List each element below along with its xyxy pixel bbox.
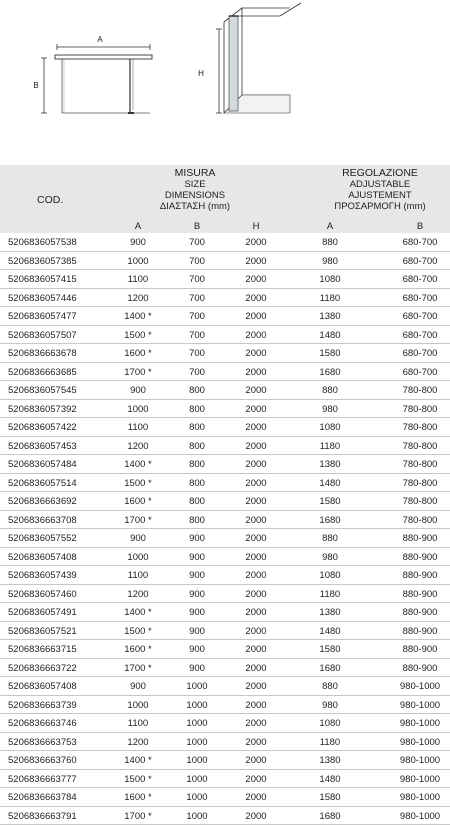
cell-code: 5206836057439 [8, 570, 77, 581]
cell-adjust-a: 1680 [310, 811, 350, 822]
cell-adjust-b: 880-900 [395, 644, 445, 655]
cell-adjust-a: 1380 [310, 607, 350, 618]
cell-size-a: 1600 * [118, 644, 158, 655]
cell-size-h: 2000 [236, 459, 276, 470]
cell-adjust-b: 780-800 [395, 496, 445, 507]
cell-size-h: 2000 [236, 293, 276, 304]
cell-adjust-b: 980-1000 [395, 811, 445, 822]
table-row [0, 289, 450, 308]
cell-size-a: 1200 [118, 737, 158, 748]
table-row [0, 400, 450, 419]
cell-adjust-b: 880-900 [395, 570, 445, 581]
header-misura-size: SIZE [140, 179, 250, 190]
cell-adjust-a: 1080 [310, 274, 350, 285]
cell-size-b: 800 [177, 385, 217, 396]
cell-adjust-a: 1380 [310, 459, 350, 470]
cell-size-h: 2000 [236, 515, 276, 526]
cell-adjust-a: 1080 [310, 422, 350, 433]
cell-adjust-a: 1580 [310, 792, 350, 803]
cell-code: 5206836057521 [8, 626, 77, 637]
header-regolazione-group [310, 168, 450, 212]
header-regolazione-ajustement: AJUSTEMENT [310, 190, 450, 201]
cell-adjust-b: 980-1000 [395, 718, 445, 729]
cell-adjust-b: 880-900 [395, 663, 445, 674]
cell-size-h: 2000 [236, 700, 276, 711]
table-row [0, 696, 450, 715]
cell-size-h: 2000 [236, 237, 276, 248]
table-row [0, 640, 450, 659]
product-drawings [0, 0, 450, 165]
cell-code: 5206836057460 [8, 589, 77, 600]
cell-adjust-b: 680-700 [395, 367, 445, 378]
cell-adjust-b: 780-800 [395, 441, 445, 452]
cell-size-b: 800 [177, 459, 217, 470]
table-row [0, 714, 450, 733]
cell-adjust-a: 1480 [310, 774, 350, 785]
cell-adjust-b: 680-700 [395, 330, 445, 341]
subheader-size-h: H [236, 221, 276, 232]
cell-size-a: 900 [118, 237, 158, 248]
cell-size-b: 900 [177, 607, 217, 618]
cell-size-a: 1700 * [118, 811, 158, 822]
cell-size-a: 1600 * [118, 348, 158, 359]
cell-size-h: 2000 [236, 792, 276, 803]
cell-size-a: 1100 [118, 274, 158, 285]
cell-code: 5206836663678 [8, 348, 77, 359]
cell-size-b: 900 [177, 570, 217, 581]
cell-size-a: 900 [118, 681, 158, 692]
cell-code: 5206836057491 [8, 607, 77, 618]
table-row [0, 770, 450, 789]
cell-code: 5206836663708 [8, 515, 77, 526]
cell-code: 5206836057484 [8, 459, 77, 470]
cell-size-a: 1700 * [118, 367, 158, 378]
cell-size-h: 2000 [236, 755, 276, 766]
table-row [0, 252, 450, 271]
table-row [0, 585, 450, 604]
cell-size-b: 1000 [177, 774, 217, 785]
cell-size-b: 1000 [177, 755, 217, 766]
table-row [0, 437, 450, 456]
cell-adjust-a: 1180 [310, 441, 350, 452]
cell-adjust-b: 680-700 [395, 237, 445, 248]
cell-size-h: 2000 [236, 367, 276, 378]
cell-size-a: 1000 [118, 256, 158, 267]
header-regolazione-title: REGOLAZIONE [310, 168, 450, 179]
table-row [0, 233, 450, 252]
cell-code: 5206836663739 [8, 700, 77, 711]
cell-code: 5206836057415 [8, 274, 77, 285]
cell-size-b: 700 [177, 237, 217, 248]
cell-size-b: 700 [177, 367, 217, 378]
cell-size-b: 800 [177, 515, 217, 526]
cell-size-b: 900 [177, 533, 217, 544]
cell-adjust-b: 880-900 [395, 589, 445, 600]
cell-size-h: 2000 [236, 607, 276, 618]
cell-adjust-a: 1580 [310, 348, 350, 359]
cell-code: 5206836663722 [8, 663, 77, 674]
cell-adjust-b: 680-700 [395, 348, 445, 359]
header-misura-dimensions: DIMENSIONS [140, 190, 250, 201]
cell-adjust-a: 1080 [310, 570, 350, 581]
cell-adjust-a: 980 [310, 404, 350, 415]
cell-adjust-b: 780-800 [395, 478, 445, 489]
cell-adjust-a: 880 [310, 385, 350, 396]
header-misura-group [140, 168, 250, 212]
cell-size-a: 1400 * [118, 311, 158, 322]
cell-size-b: 700 [177, 293, 217, 304]
cell-adjust-a: 980 [310, 256, 350, 267]
cell-size-h: 2000 [236, 737, 276, 748]
cell-adjust-a: 1580 [310, 496, 350, 507]
plan-label-a: A [97, 35, 103, 44]
cell-adjust-a: 880 [310, 533, 350, 544]
specification-table [0, 165, 450, 825]
cell-adjust-a: 1680 [310, 367, 350, 378]
cell-size-a: 1700 * [118, 663, 158, 674]
table-row [0, 418, 450, 437]
cell-adjust-b: 980-1000 [395, 700, 445, 711]
cell-size-b: 1000 [177, 700, 217, 711]
cell-size-a: 1000 [118, 700, 158, 711]
cell-size-b: 1000 [177, 737, 217, 748]
cell-adjust-a: 1480 [310, 626, 350, 637]
cell-size-a: 900 [118, 533, 158, 544]
cell-code: 5206836057385 [8, 256, 77, 267]
cell-size-h: 2000 [236, 681, 276, 692]
cell-code: 5206836057392 [8, 404, 77, 415]
table-row [0, 566, 450, 585]
cell-size-h: 2000 [236, 533, 276, 544]
cell-size-h: 2000 [236, 774, 276, 785]
cell-size-a: 1000 [118, 552, 158, 563]
cell-code: 5206836057408 [8, 681, 77, 692]
cell-size-h: 2000 [236, 311, 276, 322]
cell-code: 5206836663784 [8, 792, 77, 803]
cell-size-h: 2000 [236, 385, 276, 396]
cell-adjust-b: 780-800 [395, 422, 445, 433]
table-row [0, 677, 450, 696]
cell-code: 5206836057422 [8, 422, 77, 433]
table-row [0, 363, 450, 382]
cell-adjust-b: 680-700 [395, 293, 445, 304]
table-row [0, 733, 450, 752]
cell-adjust-a: 880 [310, 237, 350, 248]
table-header [0, 165, 450, 233]
table-row [0, 751, 450, 770]
cell-size-h: 2000 [236, 330, 276, 341]
cell-size-h: 2000 [236, 663, 276, 674]
cell-code: 5206836663791 [8, 811, 77, 822]
cell-size-b: 1000 [177, 792, 217, 803]
cell-size-a: 1700 * [118, 515, 158, 526]
header-regolazione-adjustable: ADJUSTABLE [310, 179, 450, 190]
header-misura-title: MISURA [140, 168, 250, 179]
cell-adjust-b: 880-900 [395, 533, 445, 544]
cell-size-b: 800 [177, 422, 217, 433]
cell-size-b: 1000 [177, 681, 217, 692]
cell-adjust-a: 1580 [310, 644, 350, 655]
cell-size-b: 700 [177, 274, 217, 285]
cell-adjust-a: 1680 [310, 515, 350, 526]
cell-adjust-b: 980-1000 [395, 681, 445, 692]
cell-adjust-a: 1480 [310, 478, 350, 489]
cell-adjust-b: 980-1000 [395, 737, 445, 748]
subheader-size-a: A [118, 221, 158, 232]
cell-size-b: 700 [177, 311, 217, 322]
cell-code: 5206836663753 [8, 737, 77, 748]
cell-code: 5206836663777 [8, 774, 77, 785]
subheader-adjust-a: A [310, 221, 350, 232]
cell-size-b: 800 [177, 496, 217, 507]
cell-code: 5206836057552 [8, 533, 77, 544]
plan-view-drawing [41, 44, 152, 113]
cell-size-b: 1000 [177, 718, 217, 729]
cell-adjust-b: 980-1000 [395, 774, 445, 785]
cell-size-a: 1400 * [118, 459, 158, 470]
header-misura-greek: ΔΙΑΣΤΑΣΗ (mm) [140, 201, 250, 212]
cell-size-h: 2000 [236, 422, 276, 433]
cell-size-b: 900 [177, 552, 217, 563]
table-row [0, 492, 450, 511]
cell-size-b: 700 [177, 330, 217, 341]
cell-adjust-a: 1380 [310, 755, 350, 766]
cell-size-a: 1100 [118, 422, 158, 433]
cell-size-a: 1100 [118, 718, 158, 729]
table-row [0, 548, 450, 567]
cell-size-a: 900 [118, 385, 158, 396]
cell-size-b: 800 [177, 478, 217, 489]
cell-adjust-b: 880-900 [395, 607, 445, 618]
technical-drawing [0, 0, 450, 165]
cell-adjust-b: 880-900 [395, 626, 445, 637]
table-row [0, 788, 450, 807]
cell-adjust-b: 880-900 [395, 552, 445, 563]
cell-adjust-b: 780-800 [395, 404, 445, 415]
cell-adjust-a: 1180 [310, 293, 350, 304]
header-regolazione-greek: ΠΡΟΣΑΡΜΟΓΗ (mm) [310, 201, 450, 212]
cell-size-h: 2000 [236, 626, 276, 637]
subheader-size-b: B [177, 221, 217, 232]
cell-adjust-b: 680-700 [395, 256, 445, 267]
header-cod: COD. [37, 194, 63, 206]
cell-size-a: 1500 * [118, 774, 158, 785]
cell-size-b: 700 [177, 348, 217, 359]
cell-size-a: 1200 [118, 441, 158, 452]
cell-adjust-a: 1480 [310, 330, 350, 341]
cell-code: 5206836663746 [8, 718, 77, 729]
cell-size-h: 2000 [236, 404, 276, 415]
table-row [0, 326, 450, 345]
cell-size-h: 2000 [236, 478, 276, 489]
elevation-label-h: H [198, 69, 204, 78]
cell-adjust-b: 680-700 [395, 311, 445, 322]
cell-adjust-b: 980-1000 [395, 755, 445, 766]
elevation-view-drawing [216, 3, 301, 113]
cell-code: 5206836057545 [8, 385, 77, 396]
cell-size-h: 2000 [236, 256, 276, 267]
cell-size-a: 1100 [118, 570, 158, 581]
cell-size-b: 900 [177, 589, 217, 600]
cell-adjust-a: 980 [310, 552, 350, 563]
cell-size-a: 1600 * [118, 792, 158, 803]
cell-size-a: 1500 * [118, 478, 158, 489]
cell-adjust-a: 1680 [310, 663, 350, 674]
cell-size-a: 1600 * [118, 496, 158, 507]
table-row [0, 603, 450, 622]
cell-code: 5206836057514 [8, 478, 77, 489]
cell-size-a: 1500 * [118, 330, 158, 341]
table-row [0, 474, 450, 493]
cell-size-b: 700 [177, 256, 217, 267]
cell-size-h: 2000 [236, 552, 276, 563]
cell-size-h: 2000 [236, 274, 276, 285]
cell-adjust-a: 980 [310, 700, 350, 711]
cell-size-h: 2000 [236, 644, 276, 655]
cell-size-b: 900 [177, 626, 217, 637]
cell-size-b: 800 [177, 404, 217, 415]
cell-code: 5206836663685 [8, 367, 77, 378]
plan-label-b: B [33, 81, 38, 90]
cell-adjust-a: 1180 [310, 589, 350, 600]
cell-size-a: 1200 [118, 293, 158, 304]
cell-size-b: 1000 [177, 811, 217, 822]
cell-code: 5206836057477 [8, 311, 77, 322]
cell-adjust-a: 1380 [310, 311, 350, 322]
cell-code: 5206836663760 [8, 755, 77, 766]
cell-code: 5206836057538 [8, 237, 77, 248]
cell-code: 5206836057446 [8, 293, 77, 304]
cell-adjust-b: 980-1000 [395, 792, 445, 803]
cell-adjust-b: 780-800 [395, 515, 445, 526]
cell-size-h: 2000 [236, 811, 276, 822]
cell-size-h: 2000 [236, 348, 276, 359]
cell-size-h: 2000 [236, 496, 276, 507]
cell-adjust-b: 680-700 [395, 274, 445, 285]
cell-size-b: 900 [177, 663, 217, 674]
cell-size-b: 900 [177, 644, 217, 655]
table-row [0, 344, 450, 363]
table-row [0, 529, 450, 548]
cell-code: 5206836057408 [8, 552, 77, 563]
cell-size-a: 1000 [118, 404, 158, 415]
table-row [0, 659, 450, 678]
table-row [0, 381, 450, 400]
table-row [0, 807, 450, 825]
cell-adjust-b: 780-800 [395, 459, 445, 470]
cell-code: 5206836663692 [8, 496, 77, 507]
table-row [0, 622, 450, 641]
table-row [0, 511, 450, 530]
cell-size-h: 2000 [236, 570, 276, 581]
cell-size-a: 1400 * [118, 607, 158, 618]
table-row [0, 307, 450, 326]
cell-size-a: 1200 [118, 589, 158, 600]
table-row [0, 455, 450, 474]
cell-adjust-a: 1180 [310, 737, 350, 748]
table-row [0, 270, 450, 289]
cell-size-h: 2000 [236, 441, 276, 452]
cell-adjust-a: 880 [310, 681, 350, 692]
cell-size-a: 1400 * [118, 755, 158, 766]
cell-size-h: 2000 [236, 589, 276, 600]
table-body [0, 233, 450, 825]
subheader-adjust-b: B [400, 221, 440, 232]
cell-code: 5206836057453 [8, 441, 77, 452]
cell-adjust-b: 780-800 [395, 385, 445, 396]
cell-code: 5206836663715 [8, 644, 77, 655]
cell-size-b: 800 [177, 441, 217, 452]
cell-code: 5206836057507 [8, 330, 77, 341]
cell-size-h: 2000 [236, 718, 276, 729]
cell-adjust-a: 1080 [310, 718, 350, 729]
cell-size-a: 1500 * [118, 626, 158, 637]
